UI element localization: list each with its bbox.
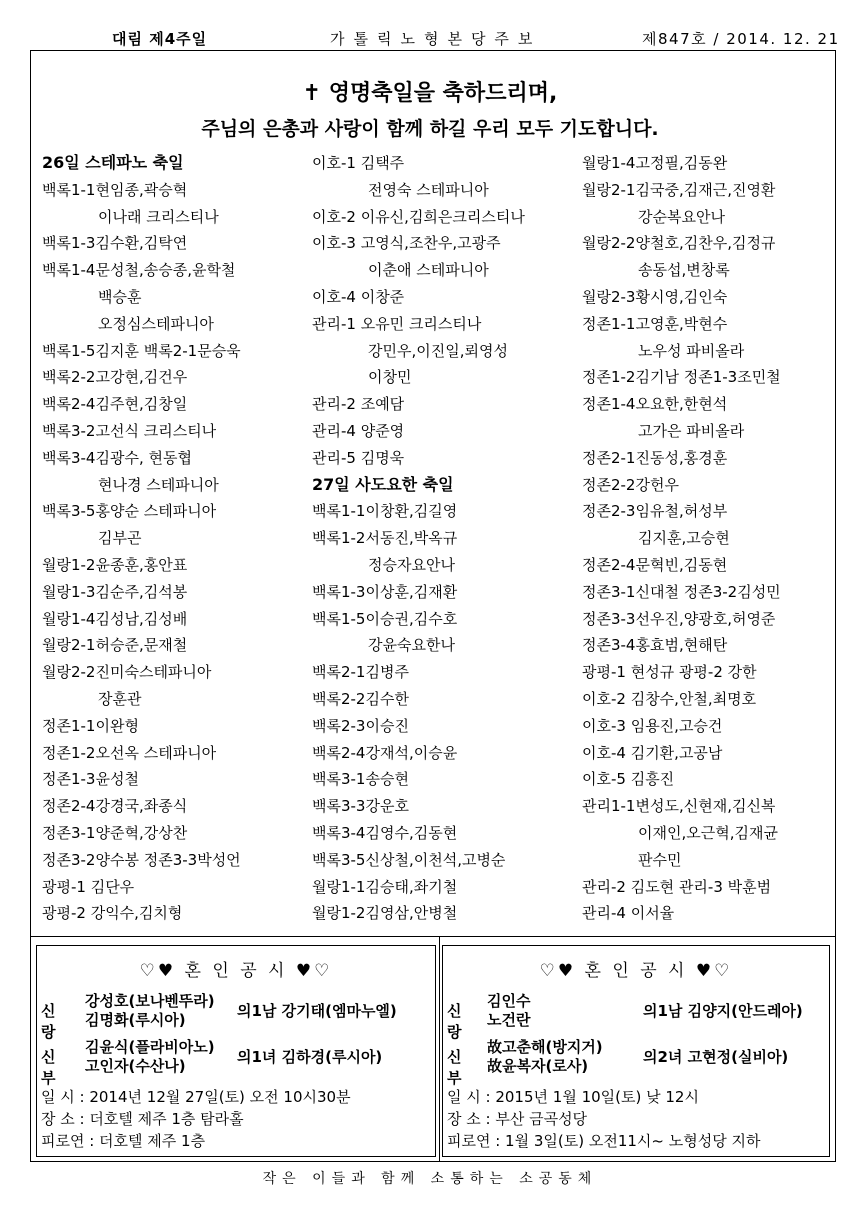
name-entry: 관리-2 조예담 — [312, 395, 405, 414]
names-column-2 — [312, 150, 525, 927]
name-entry: 이호-5 김흥진 — [582, 770, 675, 789]
name-entry: 정존2-4문혁빈,김동현 — [582, 555, 728, 574]
name-entry: 월랑2-2양철호,김찬우,김정규 — [582, 234, 776, 253]
name-entry: 정존3-1신대철 정존3-2김성민 — [582, 582, 781, 601]
wedding-date: 일 시 : 2014년 12월 27일(토) 오전 10시30분 — [41, 1088, 351, 1106]
bride-parents — [85, 1038, 215, 1076]
bride-father: 故고춘해(방지거) — [487, 1038, 603, 1056]
name-entry: 강순복요안나 — [638, 207, 725, 226]
bride-mother: 故윤복자(로사) — [487, 1057, 589, 1075]
name-entry: 백록3-3강운호 — [312, 797, 409, 816]
marriage-notice-1 — [36, 945, 436, 1157]
name-entry: 정존1-2오선옥 스테파니아 — [42, 743, 217, 762]
groom-mother: 노건란 — [487, 1011, 531, 1029]
name-entry: 정존3-2양수봉 정존3-3박성언 — [42, 850, 241, 869]
name-entry: 김지훈,고승현 — [638, 529, 730, 548]
name-entry: 이호-2 이유신,김희은크리스티나 — [312, 207, 525, 226]
name-entry: 정존2-2강헌우 — [582, 475, 679, 494]
groom-parents — [487, 992, 530, 1030]
name-entry: 백록2-3이승진 — [312, 716, 409, 735]
header-bulletin-name: 가톨릭노형본당주보 — [330, 30, 542, 48]
name-entry: 이재인,오근혁,김재균 — [638, 823, 778, 842]
wedding-reception: 피로연 : 더호텔 제주 1층 — [41, 1132, 206, 1150]
name-entry: 이창민 — [368, 368, 412, 387]
wedding-reception: 피로연 : 1월 3일(토) 오전11시~ 노형성당 지하 — [447, 1132, 761, 1150]
name-entry: 노우성 파비올라 — [638, 341, 745, 360]
name-entry: 월랑2-2진미숙스테파니아 — [42, 663, 212, 682]
name-entry: 백승훈 — [98, 287, 142, 306]
name-entry: 정존3-1양준혁,강상찬 — [42, 823, 188, 842]
name-entry: 이춘애 스테파니아 — [368, 261, 489, 280]
groom-relation: 의1남 김양지(안드레아) — [643, 1002, 803, 1020]
name-entry: 관리1-1변성도,신현재,김신복 — [582, 797, 776, 816]
name-entry: 관리-1 오유민 크리스티나 — [312, 314, 482, 333]
name-entry: 관리-5 김명욱 — [312, 448, 405, 467]
name-entry: 광평-1 김단우 — [42, 877, 135, 896]
groom-father: 김인수 — [487, 992, 531, 1010]
name-entry: 김부곤 — [98, 529, 142, 548]
name-entry: 백록2-1김병주 — [312, 663, 409, 682]
feast-day-heading: 26일 스테파노 축일 — [42, 153, 184, 172]
name-entry: 정존2-4강경국,좌종식 — [42, 797, 188, 816]
name-entry: 관리-4 양준영 — [312, 421, 405, 440]
groom-relation: 의1남 강기태(엠마누엘) — [237, 1002, 397, 1020]
name-entry: 정존1-2김기남 정존1-3조민철 — [582, 368, 781, 387]
wedding-place: 장 소 : 더호텔 제주 1층 탐라홀 — [41, 1110, 244, 1128]
name-entry: 현나경 스테파니아 — [98, 475, 219, 494]
bride-parents — [487, 1038, 603, 1076]
name-entry: 백록3-5신상철,이천석,고병순 — [312, 850, 506, 869]
wedding-place: 장 소 : 부산 금곡성당 — [447, 1110, 588, 1128]
name-entry: 백록2-2김수한 — [312, 689, 409, 708]
name-entry: 월랑1-4고정필,김동완 — [582, 154, 728, 172]
names-column-3 — [582, 150, 781, 927]
name-entry: 월랑2-1김국중,김재근,진영환 — [582, 180, 776, 199]
bride-relation: 의1녀 김하경(루시아) — [237, 1048, 383, 1066]
name-entry: 월랑1-1김승태,좌기철 — [312, 877, 458, 896]
name-entry: 정존2-1진동성,홍경훈 — [582, 448, 728, 467]
name-entry: 백록2-4강재석,이승윤 — [312, 743, 458, 762]
name-entry: 오정심스테파니아 — [98, 314, 214, 333]
groom-parents — [85, 992, 215, 1030]
header-week: 대림 제4주일 — [112, 30, 208, 48]
name-entry: 정존3-3선우진,양광호,허영준 — [582, 609, 776, 628]
wedding-date: 일 시 : 2015년 1월 10일(토) 낮 12시 — [447, 1088, 699, 1106]
name-entry: 정존1-1이완형 — [42, 716, 139, 735]
groom-label: 신랑 — [447, 1002, 462, 1041]
name-entry: 송동섭,변창록 — [638, 261, 730, 280]
feast-day-heading: 27일 사도요한 축일 — [312, 474, 454, 494]
name-entry: 판수민 — [638, 850, 682, 869]
name-entry: 이호-3 고영식,조찬우,고광주 — [312, 234, 501, 253]
marriage-notice-2 — [442, 945, 830, 1157]
names-column-1 — [42, 150, 241, 927]
name-entry: 백록1-5김지훈 백록2-1문승욱 — [42, 341, 241, 360]
name-entry: 장훈관 — [98, 689, 142, 708]
name-entry: 월랑2-3황시영,김인숙 — [582, 287, 728, 306]
name-entry: 백록3-4김영수,김동현 — [312, 823, 458, 842]
name-entry: 고가은 파비올라 — [638, 421, 745, 440]
name-entry: 백록1-3이상훈,김재환 — [312, 582, 458, 601]
marriage-notice-title: ♡♥ 혼 인 공 시 ♥♡ — [139, 961, 333, 981]
name-entry: 관리-2 김도현 관리-3 박훈범 — [582, 877, 772, 896]
name-entry: 백록3-4김광수, 현동협 — [42, 448, 192, 467]
groom-label: 신랑 — [41, 1002, 56, 1041]
name-entry: 백록1-5이승권,김수호 — [312, 609, 458, 628]
bride-mother: 고인자(수산나) — [85, 1057, 186, 1075]
bride-relation: 의2녀 고현정(실비아) — [643, 1048, 789, 1066]
name-entry: 관리-4 이서율 — [582, 904, 675, 923]
name-entry: 월랑1-4김성남,김성배 — [42, 609, 188, 628]
name-entry: 광평-1 현성규 광평-2 강한 — [582, 663, 757, 682]
name-entry: 월랑1-2김영삼,안병철 — [312, 904, 458, 923]
name-entry: 전영숙 스테파니아 — [368, 180, 489, 199]
footer-motto: 작은 이들과 함께 소통하는 소공동체 — [262, 1171, 598, 1187]
bride-father: 김윤식(플라비아노) — [85, 1038, 215, 1056]
name-entry: 백록3-2고선식 크리스티나 — [42, 421, 217, 440]
name-entry: 월랑1-2윤종훈,홍안표 — [42, 555, 188, 574]
header-issue: 제847호 / 2014. 12. 21 — [642, 30, 840, 48]
name-entry: 이호-2 김창수,안철,최명호 — [582, 689, 757, 708]
name-entry: 이호-3 임용진,고승건 — [582, 716, 723, 735]
groom-mother: 김명화(루시아) — [85, 1011, 186, 1029]
name-entry: 이나래 크리스티나 — [98, 207, 219, 226]
name-entry: 정존1-1고영훈,박현수 — [582, 314, 728, 333]
box-divider — [439, 936, 440, 1162]
name-entry: 백록1-3김수환,김탁연 — [42, 234, 188, 253]
name-entry: 백록3-5홍양순 스테파니아 — [42, 502, 217, 521]
name-entry: 월랑1-3김순주,김석봉 — [42, 582, 188, 601]
name-entry: 강윤숙요한나 — [368, 636, 455, 655]
name-entry: 이호-4 이창준 — [312, 287, 405, 306]
bride-label: 신부 — [41, 1048, 56, 1087]
name-entry: 백록2-4김주현,김창일 — [42, 395, 188, 414]
name-entry: 정승자요안나 — [368, 555, 455, 574]
feast-title: ✝ 영명축일을 축하드리며, — [302, 81, 558, 106]
groom-father: 강성호(보나벤뚜라) — [85, 992, 215, 1010]
name-entry: 정존1-4오요한,한현석 — [582, 395, 728, 414]
name-entry: 백록1-4문성철,송승종,윤학철 — [42, 261, 236, 280]
name-entry: 백록2-2고강현,김건우 — [42, 368, 188, 387]
name-entry: 백록1-1이창환,김길영 — [312, 502, 458, 521]
name-entry: 백록3-1송승현 — [312, 770, 409, 789]
name-entry: 백록1-2서동진,박옥규 — [312, 529, 458, 548]
name-entry: 정존3-4홍효범,현해탄 — [582, 636, 728, 655]
name-entry: 이호-4 김기환,고공남 — [582, 743, 723, 762]
name-entry: 정존1-3윤성철 — [42, 770, 139, 789]
name-entry: 월랑2-1허승준,문재철 — [42, 636, 188, 655]
name-entry: 백록1-1현임종,곽승혁 — [42, 180, 188, 199]
name-entry: 이호-1 김택주 — [312, 154, 405, 172]
marriage-notice-title: ♡♥ 혼 인 공 시 ♥♡ — [539, 961, 733, 981]
name-entry: 광평-2 강익수,김치형 — [42, 904, 183, 923]
section-divider — [30, 936, 836, 937]
name-entry: 정존2-3임유철,허성부 — [582, 502, 728, 521]
name-entry: 강민우,이진일,뢰영성 — [368, 341, 508, 360]
feast-subtitle: 주님의 은총과 사랑이 함께 하길 우리 모두 기도합니다. — [201, 118, 659, 140]
bride-label: 신부 — [447, 1048, 462, 1087]
